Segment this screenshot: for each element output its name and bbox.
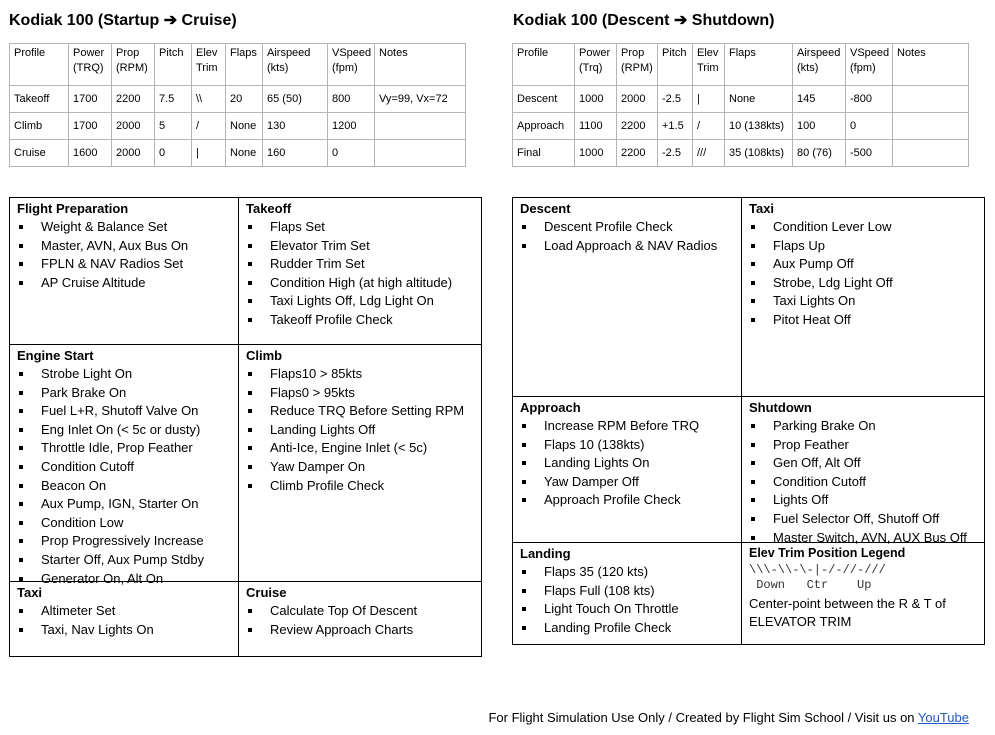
table-cell: 80 (76) (793, 140, 846, 167)
table-cell: 35 (108kts) (725, 140, 793, 167)
checklist-item: Prop Progressively Increase (17, 532, 238, 551)
checklist-item: Aux Pump, IGN, Starter On (17, 495, 238, 514)
checklist-item: FPLN & NAV Radios Set (17, 255, 238, 274)
cruise-section (238, 581, 481, 656)
table-cell: 160 (263, 140, 328, 167)
table-cell: 1700 (69, 113, 112, 140)
table-cell: 1600 (69, 140, 112, 167)
checklist-item: Pitot Heat Off (749, 311, 984, 330)
checklist-item: Review Approach Charts (246, 621, 481, 640)
table-cell: 10 (138kts) (725, 113, 793, 140)
checklist-item: Condition High (at high altitude) (246, 274, 481, 293)
checklist-item: AP Cruise Altitude (17, 274, 238, 293)
checklist-items (520, 218, 741, 255)
left-page-title: Kodiak 100 (Startup ➔ Cruise) (9, 12, 237, 29)
checklist-item: Prop Feather (749, 436, 984, 455)
column-header: Flaps (226, 44, 263, 86)
checklist-item: Condition Low (17, 514, 238, 533)
column-header: Prop (RPM) (112, 44, 155, 86)
section-title: Taxi (749, 201, 775, 216)
checklist-item: Calculate Top Of Descent (246, 602, 481, 621)
column-header: Notes (893, 44, 969, 86)
column-header: Airspeed (kts) (793, 44, 846, 86)
checklist-item: Parking Brake On (749, 417, 984, 436)
checklist-item: Increase RPM Before TRQ (520, 417, 741, 436)
table-cell: Cruise (10, 140, 69, 167)
table-row (10, 140, 466, 167)
footer (488, 710, 969, 725)
legend-description: Center-point between the R & T of ELEVATOR TRIM (749, 596, 946, 629)
checklist-item: Flaps Up (749, 237, 984, 256)
column-header: Airspeed (kts) (263, 44, 328, 86)
table-cell: 1700 (69, 86, 112, 113)
checklist-item: Aux Pump Off (749, 255, 984, 274)
checklist-item: Flaps0 > 95kts (246, 384, 481, 403)
table-header-row (10, 44, 466, 86)
table-cell: 130 (263, 113, 328, 140)
section-title: Shutdown (749, 400, 812, 415)
checklist-items (246, 602, 481, 639)
table-cell: -2.5 (658, 86, 693, 113)
table-cell: 2000 (617, 86, 658, 113)
youtube-link[interactable]: YouTube (917, 710, 969, 725)
checklist-item: Taxi Lights Off, Ldg Light On (246, 292, 481, 311)
checklist-items (520, 563, 741, 637)
trim-scale-labels: Down Ctr Up (749, 578, 872, 592)
table-cell: 800 (328, 86, 375, 113)
taxi-section (10, 581, 238, 656)
checklist-item: Weight & Balance Set (17, 218, 238, 237)
checklist-item: Strobe, Ldg Light Off (749, 274, 984, 293)
section-title: Cruise (246, 585, 287, 600)
checklist-item: Rudder Trim Set (246, 255, 481, 274)
table-cell: Final (513, 140, 575, 167)
table-cell (375, 113, 466, 140)
table-cell: 7.5 (155, 86, 192, 113)
column-header: Power (Trq) (575, 44, 617, 86)
checklist-item: Taxi, Nav Lights On (17, 621, 238, 640)
table-cell (375, 140, 466, 167)
checklist-item: Landing Lights Off (246, 421, 481, 440)
table-cell: +1.5 (658, 113, 693, 140)
table-cell: 2200 (617, 113, 658, 140)
checklist-item: Descent Profile Check (520, 218, 741, 237)
trim-scale: \\\-\\-\-|-/-//-/// (749, 563, 886, 577)
table-cell: None (226, 140, 263, 167)
table-cell: None (226, 113, 263, 140)
checklist-item: Climb Profile Check (246, 477, 481, 496)
table-cell: -800 (846, 86, 893, 113)
checklist-item: Condition Cutoff (17, 458, 238, 477)
table-cell: -500 (846, 140, 893, 167)
table-cell: -2.5 (658, 140, 693, 167)
section-title: Flight Preparation (17, 201, 129, 216)
checklist-items (17, 218, 238, 292)
checklist-items (749, 417, 984, 547)
table-cell: 0 (155, 140, 192, 167)
column-header: Pitch (155, 44, 192, 86)
checklist-item: Altimeter Set (17, 602, 238, 621)
column-header: Power (TRQ) (69, 44, 112, 86)
table-cell: 2200 (617, 140, 658, 167)
checklist-item: Taxi Lights On (749, 292, 984, 311)
checklist-item: Starter Off, Aux Pump Stdby (17, 551, 238, 570)
startup-cruise-profile-table (9, 43, 466, 167)
section-title: Climb (246, 348, 283, 363)
table-row (513, 113, 969, 140)
table-cell (893, 113, 969, 140)
checklist-item: Flaps10 > 85kts (246, 365, 481, 384)
checklist-item: Generator On, Alt On (17, 570, 238, 589)
descent-shutdown-profile-table (512, 43, 969, 167)
table-cell: 5 (155, 113, 192, 140)
footer-text: For Flight Simulation Use Only / Created by Flight Sim School / Visit us on (488, 710, 918, 725)
checklist-item: Lights Off (749, 491, 984, 510)
table-cell: 20 (226, 86, 263, 113)
checklist-item: Load Approach & NAV Radios (520, 237, 741, 256)
column-header: Profile (513, 44, 575, 86)
descent-section (513, 198, 741, 396)
table-cell: Takeoff (10, 86, 69, 113)
table-cell: 1200 (328, 113, 375, 140)
table-cell: 2000 (112, 140, 155, 167)
climb-section (238, 344, 481, 581)
table-cell: Approach (513, 113, 575, 140)
table-cell: 1000 (575, 86, 617, 113)
checklist-item: Flaps Full (108 kts) (520, 582, 741, 601)
table-cell: 2000 (112, 113, 155, 140)
elev-trim-legend-section (741, 542, 984, 644)
table-cell: 0 (846, 113, 893, 140)
checklist-item: Strobe Light On (17, 365, 238, 384)
checklist-item: Yaw Damper Off (520, 473, 741, 492)
checklist-items (520, 417, 741, 510)
checklist-item: Flaps 10 (138kts) (520, 436, 741, 455)
table-cell: 0 (328, 140, 375, 167)
section-title: Taxi (17, 585, 43, 600)
table-cell: \\ (192, 86, 226, 113)
checklist-item: Park Brake On (17, 384, 238, 403)
column-header: Flaps (725, 44, 793, 86)
section-title: Approach (520, 400, 581, 415)
checklist-item: Beacon On (17, 477, 238, 496)
checklist-item: Master, AVN, Aux Bus On (17, 237, 238, 256)
table-cell: | (192, 140, 226, 167)
table-cell: 1100 (575, 113, 617, 140)
table-cell: /// (693, 140, 725, 167)
table-cell: | (693, 86, 725, 113)
checklist-item: Gen Off, Alt Off (749, 454, 984, 473)
taxi-section (741, 198, 984, 396)
checklist-item: Throttle Idle, Prop Feather (17, 439, 238, 458)
section-title: Elev Trim Position Legend (749, 546, 906, 560)
table-cell (893, 140, 969, 167)
column-header: Pitch (658, 44, 693, 86)
checklist-items (17, 365, 238, 588)
shutdown-section (741, 396, 984, 545)
table-cell: 65 (50) (263, 86, 328, 113)
checklist-item: Master Switch, AVN, AUX Bus Off (749, 529, 984, 548)
column-header: Elev Trim (192, 44, 226, 86)
table-cell: Vy=99, Vx=72 (375, 86, 466, 113)
table-cell: Descent (513, 86, 575, 113)
checklist-item: Condition Lever Low (749, 218, 984, 237)
column-header: Elev Trim (693, 44, 725, 86)
table-cell (893, 86, 969, 113)
table-cell: 2200 (112, 86, 155, 113)
checklist-item: Reduce TRQ Before Setting RPM (246, 402, 481, 421)
table-cell: None (725, 86, 793, 113)
takeoff-section (238, 198, 481, 344)
column-header: Notes (375, 44, 466, 86)
startup-cruise-checklist (9, 197, 482, 657)
table-cell: 1000 (575, 140, 617, 167)
column-header: VSpeed (fpm) (846, 44, 893, 86)
section-title: Descent (520, 201, 571, 216)
checklist-items (749, 218, 984, 330)
table-row (10, 86, 466, 113)
section-title: Takeoff (246, 201, 292, 216)
checklist-item: Fuel Selector Off, Shutoff Off (749, 510, 984, 529)
table-header-row (513, 44, 969, 86)
section-title: Landing (520, 546, 571, 561)
table-cell: / (192, 113, 226, 140)
checklist-item: Flaps 35 (120 kts) (520, 563, 741, 582)
column-header: VSpeed (fpm) (328, 44, 375, 86)
table-cell: 100 (793, 113, 846, 140)
section-title: Engine Start (17, 348, 94, 363)
checklist-item: Flaps Set (246, 218, 481, 237)
checklist-items (246, 218, 481, 330)
checklist-item: Yaw Damper On (246, 458, 481, 477)
table-row (513, 86, 969, 113)
column-header: Profile (10, 44, 69, 86)
checklist-item: Approach Profile Check (520, 491, 741, 510)
table-row (513, 140, 969, 167)
checklist-item: Takeoff Profile Check (246, 311, 481, 330)
checklist-items (246, 365, 481, 495)
checklist-items (17, 602, 238, 639)
checklist-item: Eng Inlet On (< 5c or dusty) (17, 421, 238, 440)
table-row (10, 113, 466, 140)
flight-preparation-section (10, 198, 238, 344)
checklist-item: Condition Cutoff (749, 473, 984, 492)
checklist-item: Light Touch On Throttle (520, 600, 741, 619)
checklist-item: Landing Profile Check (520, 619, 741, 638)
column-header: Prop (RPM) (617, 44, 658, 86)
approach-section (513, 396, 741, 542)
descent-shutdown-checklist (512, 197, 985, 645)
table-cell: / (693, 113, 725, 140)
checklist-item: Landing Lights On (520, 454, 741, 473)
checklist-item: Elevator Trim Set (246, 237, 481, 256)
landing-section (513, 542, 741, 644)
checklist-item: Anti-Ice, Engine Inlet (< 5c) (246, 439, 481, 458)
checklist-item: Fuel L+R, Shutoff Valve On (17, 402, 238, 421)
right-page-title: Kodiak 100 (Descent ➔ Shutdown) (513, 12, 775, 29)
table-cell: 145 (793, 86, 846, 113)
engine-start-section (10, 344, 238, 586)
table-cell: Climb (10, 113, 69, 140)
